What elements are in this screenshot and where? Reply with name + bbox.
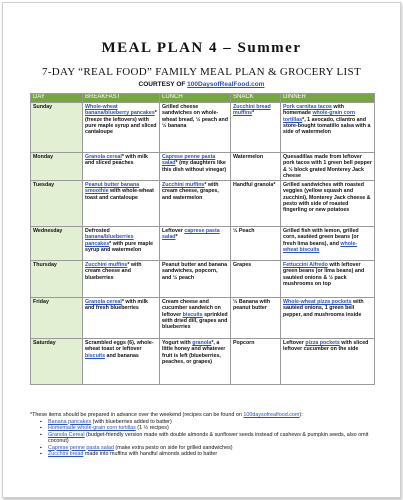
recipe-link[interactable]: biscuits: [182, 311, 203, 318]
breakfast-cell: [83, 181, 160, 227]
courtesy-line: [0, 81, 403, 88]
dinner-cell: [281, 339, 375, 385]
meal-text: Popcorn: [233, 340, 255, 347]
lunch-cell: [160, 227, 231, 261]
meal-text: * (freeze the leftovers) with pure maple syrup and sliced cantaloupe: [85, 110, 157, 136]
note-text: (with blueberries added to batter): [91, 418, 172, 425]
breakfast-cell: [83, 103, 160, 153]
meal-text: Quesadillas made from leftover pork tacos with 1 green bell pepper & ½ block grated Monterey Jack cheese: [283, 154, 372, 179]
recipe-link[interactable]: Peanut butter banana smoothie: [85, 182, 140, 195]
breakfast-cell: [83, 153, 160, 181]
lunch-cell: [160, 103, 231, 153]
meal-text: with sautéed onions, 1 green bell pepper, and mushrooms inside: [283, 299, 364, 318]
list-item: [48, 451, 380, 458]
snack-cell: [231, 339, 281, 385]
page-subtitle: 7-DAY “REAL FOOD” FAMILY MEAL PLAN & GROCERY LIST: [42, 66, 361, 78]
courtesy-link[interactable]: 100DaysofRealFood.com: [187, 81, 265, 88]
meal-text: * with milk and fresh blueberries: [85, 299, 149, 312]
meal-text: with homemade: [283, 104, 344, 117]
meal-text: Grapes: [233, 262, 252, 269]
table-row: [31, 261, 375, 298]
recipe-link[interactable]: Whole-wheat banana/blueberry pancakes: [85, 104, 155, 117]
meal-text: Grilled fish with lemon, grilled corn, sautéed green beans (or fresh lima beans), and: [283, 228, 359, 247]
recipe-link[interactable]: granola: [192, 340, 212, 347]
breakfast-cell: [83, 227, 160, 261]
recipe-link[interactable]: biscuits: [85, 352, 106, 359]
recipe-link[interactable]: Pork carnitas tacos: [283, 104, 332, 110]
meal-text: Handful granola: [233, 182, 274, 189]
dinner-cell: [281, 298, 375, 339]
dinner-cell: [281, 103, 375, 153]
meal-text: * with cream cheese, grapes, and watermelon: [162, 182, 219, 201]
note-text: (make extra pesto on side for grilled sandwiches): [113, 444, 233, 451]
meal-text: Defrosted: [85, 228, 110, 235]
recipe-link[interactable]: whole-wheat biscuits: [283, 240, 358, 254]
note-text: (budget-friendly version made with double almonds & sunflower seeds instead of cashews & pumpkin seeds, also omit coconut): [48, 431, 369, 444]
snack-cell: [231, 181, 281, 227]
meal-text: with leftover green beans (or lima beans) and sautéed onions & ½ pack mushrooms on top: [283, 262, 365, 288]
col-header-dinner: DINNER: [281, 94, 375, 103]
snack-cell: [231, 298, 281, 339]
meal-plan-table: [30, 93, 375, 385]
meal-text: *: [273, 182, 276, 189]
table-row: [31, 103, 375, 153]
snack-cell: [231, 261, 281, 298]
dinner-cell: [281, 181, 375, 227]
table-row: [31, 227, 375, 261]
day-cell: Sunday: [31, 103, 83, 153]
col-header-snack: SNACK: [231, 94, 281, 103]
table-header-row: [31, 94, 375, 103]
meal-text: with sliced leftover cucumber on the side: [283, 340, 369, 353]
meal-text: * with pure maple syrup and watermelon: [85, 240, 154, 254]
page-title: MEAL PLAN 4 – Summer: [101, 40, 302, 56]
notes-intro-end: ):: [299, 412, 303, 418]
meal-text: Scrambled eggs (6), whole-wheat toast or leftover: [85, 340, 154, 353]
notes-intro-text: *These items should be prepared in advance over the weekend (recipes can be found on: [30, 412, 244, 418]
meal-text: *, 1 avocado, cilantro and store-bought tomatillo salsa with a side of watermelon: [283, 116, 371, 136]
recipe-link[interactable]: Zucchini muffins: [85, 262, 128, 269]
recipe-link[interactable]: whole-grain corn tortillas: [283, 110, 356, 123]
recipe-link[interactable]: Caprese penne pasta salad: [162, 154, 216, 167]
recipe-link[interactable]: Zucchini bread: [48, 451, 84, 457]
table-row: [31, 339, 375, 385]
note-text: (1 ½ recipes): [135, 425, 169, 431]
list-item: [48, 432, 380, 445]
meal-text: Watermelon: [233, 154, 264, 160]
col-header-day: DAY: [31, 94, 83, 103]
notes-intro-link[interactable]: 100daysofrealfood.com: [243, 412, 300, 418]
day-cell: Friday: [31, 298, 83, 339]
recipe-link[interactable]: Whole-wheat pizza pockets: [283, 299, 352, 306]
recipe-link[interactable]: Granola cereal: [85, 154, 122, 160]
col-header-lunch: LUNCH: [160, 94, 231, 103]
dinner-cell: [281, 261, 375, 298]
meal-text: * (my daughters like this dish without vinegar): [162, 160, 227, 173]
recipe-link[interactable]: Caprese penne pasta salad: [48, 444, 114, 451]
breakfast-cell: [83, 298, 160, 339]
lunch-cell: [160, 339, 231, 385]
recipe-link[interactable]: pizza pockets: [305, 340, 340, 347]
table-row: [31, 153, 375, 181]
recipe-link[interactable]: Zucchini muffins: [162, 182, 205, 189]
dinner-cell: [281, 227, 375, 261]
snack-cell: [231, 227, 281, 261]
snack-cell: [231, 103, 281, 153]
meal-text: ½ Banana with peanut butter: [233, 299, 271, 312]
meal-text: and bananas: [105, 352, 139, 359]
meal-text: Grilled sandwiches with roasted veggies (yellow squash and zucchini), Monterey Jack cheese & pesto with side of roasted fingerling or new potatoes: [283, 182, 371, 214]
meal-text: * with cream cheese and blueberries: [85, 262, 142, 281]
meal-text: with whole-wheat toast and cantaloupe: [85, 188, 154, 201]
day-cell: Monday: [31, 153, 83, 181]
meal-text: sprinkled with dried dill, grapes and blueberries: [162, 311, 228, 331]
recipe-link[interactable]: Fettuccini Alfredo: [283, 262, 328, 269]
day-cell: Wednesday: [31, 227, 83, 261]
meal-text: Cream cheese and cucumber sandwich on leftover: [162, 299, 221, 318]
meal-text: Yogurt with: [162, 340, 193, 347]
recipe-link[interactable]: banana/blueberries pancakes: [85, 234, 134, 247]
meal-text: *: [175, 234, 178, 241]
meal-text: Grilled cheese sandwiches on whole-wheat bread, ½ peach and ½ banana: [162, 104, 228, 129]
snack-cell: [231, 153, 281, 181]
lunch-cell: [160, 181, 231, 227]
recipe-link[interactable]: caprese pasta salad: [162, 228, 220, 241]
recipe-link[interactable]: Granola cereal: [85, 299, 122, 306]
meal-text: Leftover: [162, 228, 185, 235]
day-cell: Saturday: [31, 339, 83, 385]
dinner-cell: [281, 153, 375, 181]
breakfast-cell: [83, 261, 160, 298]
lunch-cell: [160, 298, 231, 339]
meal-text: *, a little honey and whatever fruit is left (blueberries, peaches, or grapes): [162, 340, 226, 366]
notes-list: [30, 419, 380, 458]
recipe-link[interactable]: Banana pancakes: [48, 418, 92, 425]
col-header-breakfast: BREAKFAST: [83, 94, 160, 103]
courtesy-prefix: COURTESY OF: [138, 81, 188, 88]
lunch-cell: [160, 261, 231, 298]
day-cell: Tuesday: [31, 181, 83, 227]
day-cell: Thursday: [31, 261, 83, 298]
lunch-cell: [160, 153, 231, 181]
prep-notes: [30, 412, 380, 458]
meal-text: Leftover: [283, 340, 306, 347]
recipe-link[interactable]: Homemade whole-grain corn tortillas: [48, 425, 136, 431]
meal-text: Peanut butter and banana sandwiches, popcorn, and ½ peach: [162, 262, 228, 281]
table-row: [31, 298, 375, 339]
table-row: [31, 181, 375, 227]
meal-text: ½ Peach: [233, 228, 255, 235]
note-text: made into muffins with handful almonds added to batter: [83, 451, 218, 457]
recipe-link[interactable]: Zucchini bread muffins: [233, 104, 271, 117]
meal-text: * with milk and sliced peaches: [85, 154, 149, 167]
recipe-link[interactable]: Granola Cereal: [48, 431, 85, 438]
breakfast-cell: [83, 339, 160, 385]
meal-text: *: [252, 110, 255, 117]
